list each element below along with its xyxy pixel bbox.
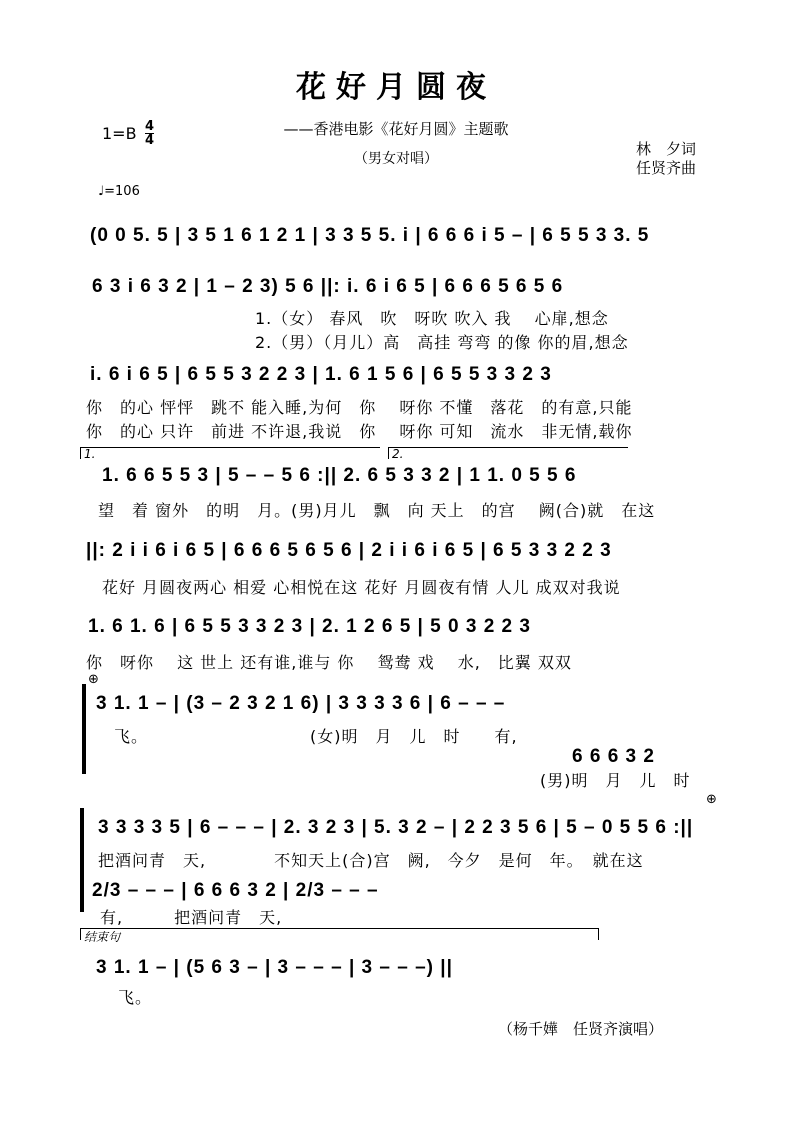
volta-1-line — [80, 447, 380, 448]
lyric-row-7: 飞。 (女)明 月 儿 时 有, — [114, 727, 518, 746]
lyricist: 林 夕词 — [636, 140, 697, 158]
ending-bracket-edge — [80, 928, 81, 940]
score-row-3: i. 6 i 6 5 | 6 5 5 3 2 2 3 | 1. 6 1 5 6 | 6 5 5 3 3 2 3 — [90, 364, 552, 385]
score-row-7b: 6 6 6 3 2 — [572, 746, 655, 767]
score-row-7: 3 1. 1 – | (3 – 2 3 2 1 6) | 3 3 3 3 6 | 6 – – – — [96, 693, 506, 714]
score-row-4: 1. 6 6 5 5 3 | 5 – – 5 6 :|| 2. 6 5 3 3 2 | 1 1. 0 5 5 6 — [102, 465, 577, 486]
volta-2-line — [388, 447, 628, 448]
volta-2-label: 2. — [392, 447, 404, 461]
score-row-5: ||: 2 i i 6 i 6 5 | 6 6 6 5 6 5 6 | 2 i i 6 i 6 5 | 6 5 3 3 2 2 3 — [86, 540, 612, 561]
score-row-8: 3 3 3 3 5 | 6 – – – | 2. 3 2 3 | 5. 3 2 – | 2 2 3 5 6 | 5 – 0 5 5 6 :|| — [98, 817, 694, 838]
lyric-row-6: 你 呀你 这 世上 还有谁,谁与 你 鸳鸯 戏 水, 比翼 双双 — [86, 653, 572, 672]
lyric-row-9: 飞。 — [118, 988, 153, 1007]
ending-bracket-line — [80, 928, 598, 929]
key-signature: 1=B — [102, 124, 137, 143]
lyric-row-5: 花好 月圆夜两心 相爱 心相悦在这 花好 月圆夜有情 人儿 成双对我说 — [102, 578, 621, 597]
volta-1-edge — [80, 447, 81, 459]
score-row-1: (0 0 5. 5 | 3 5 1 6 1 2 1 | 3 3 5 5. i | 6 6 6 i 5 – | 6 5 5 3 3. 5 — [90, 225, 650, 246]
lyric-row-4: 望 着 窗外 的明 月。(男)月儿 飘 向 天上 的宫 阙(合)就 在这 — [98, 501, 656, 520]
tempo-marking: ♩=106 — [98, 184, 140, 199]
song-subtitle: ——香港电影《花好月圆》主题歌 — [283, 120, 509, 138]
lyric-row-2a: 1.（女） 春风 吹 呀吹 吹入 我 心扉,想念 — [255, 309, 609, 328]
performer-credits: （杨千嬅 任贤齐演唱） — [498, 1020, 664, 1038]
lyric-row-8b: 有, 把酒问青 天, — [100, 908, 283, 927]
performance-note: （男女对唱） — [354, 151, 438, 167]
lyric-row-8: 把酒问青 天, 不知天上(合)宫 阙, 今夕 是何 年。 就在这 — [98, 851, 644, 870]
volta-1-label: 1. — [84, 447, 96, 461]
lyric-row-2b: 2.（男）（月儿）高 高挂 弯弯 的像 你的眉,想念 — [255, 333, 629, 352]
time-signature — [145, 120, 154, 147]
composer: 任贤齐曲 — [636, 159, 697, 177]
volta-2-edge — [388, 447, 389, 459]
coda-mark-1: ⊕ — [88, 672, 99, 687]
system-bracket-1 — [82, 684, 86, 774]
coda-mark-2: ⊕ — [706, 792, 717, 807]
song-title: 花好月圆夜 — [296, 70, 496, 105]
score-row-8b: 2/3 – – – | 6 6 6 3 2 | 2/3 – – – — [92, 880, 379, 901]
system-bracket-2 — [80, 808, 84, 912]
lyric-row-3a: 你 的心 怦怦 跳不 能入睡,为何 你 呀你 不懂 落花 的有意,只能 — [86, 398, 633, 417]
time-bottom: 4 — [145, 133, 155, 148]
score-row-9: 3 1. 1 – | (5 6 3 – | 3 – – – | 3 – – –) || — [96, 957, 453, 978]
time-top: 4 — [145, 119, 155, 134]
lyric-row-3b: 你 的心 只许 前进 不许退,我说 你 呀你 可知 流水 非无情,载你 — [86, 422, 633, 441]
score-row-6: 1. 6 1. 6 | 6 5 5 3 3 2 3 | 2. 1 2 6 5 | 5 0 3 2 2 3 — [88, 616, 531, 637]
ending-label: 结束句 — [84, 930, 121, 944]
score-row-2: 6 3 i 6 3 2 | 1 – 2 3) 5 6 ||: i. 6 i 6 5 | 6 6 6 5 6 5 6 — [92, 276, 564, 297]
ending-bracket-right-edge — [598, 928, 599, 940]
lyric-row-7b: (男)明 月 儿 时 — [540, 771, 691, 790]
